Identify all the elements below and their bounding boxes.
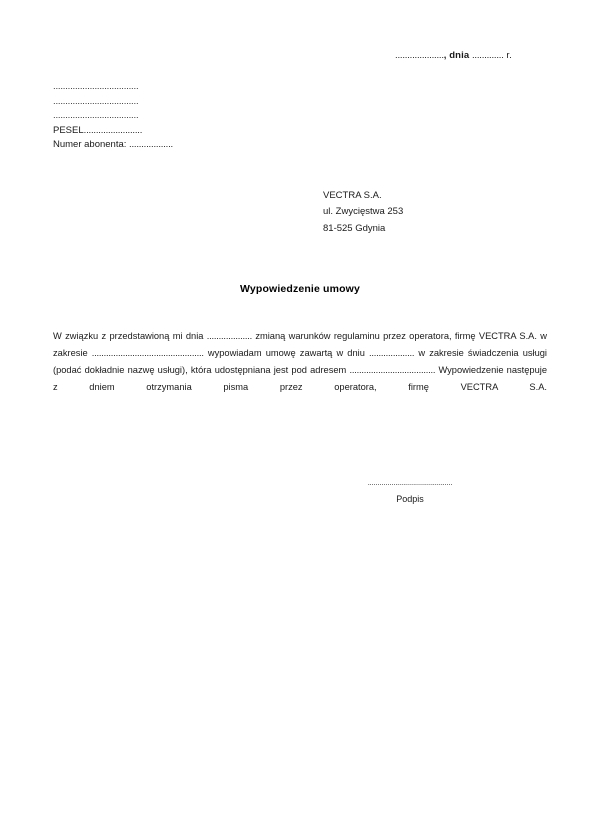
document-body (53, 328, 547, 413)
sender-blank-line-2: ................................... (53, 95, 139, 107)
body-paragraph (53, 328, 547, 413)
pesel-label: PESEL (53, 124, 84, 136)
body-segment-1: W związku z przedstawioną mi dnia (53, 331, 207, 341)
body-blank-2: ............................................... (91, 348, 204, 358)
body-blank-1: ................... (206, 331, 253, 341)
body-blank-3: ................... (368, 348, 415, 358)
body-segment-3: wypowiadam umowę zawartą w dniu (203, 348, 369, 358)
signature-line-dots: ........................................... (367, 478, 453, 487)
recipient-city: 81-525 Gdynia (323, 222, 386, 234)
signature-caption: Podpis (396, 494, 424, 504)
body-segment-5: Wypowiedzenie następuje z dniem otrzymania pisma przez operatora, firmę VECTRA S.A. (53, 365, 548, 392)
date-place-dots: .................... (395, 50, 444, 61)
pesel-dots: ........................ (83, 124, 143, 136)
subscriber-number-label: Numer abonenta: (53, 139, 130, 151)
date-value-dots: ............. (471, 50, 504, 61)
date-line (395, 50, 512, 61)
pesel-field (53, 124, 173, 139)
body-segment-2: zmianą warunków regulaminu przez operatora, firmę VECTRA S.A. w zakresie (53, 331, 547, 358)
recipient-street: ul. Zwycięstwa 253 (323, 206, 404, 218)
sender-blank-line-1: ................................... (53, 81, 139, 92)
recipient-address-block (323, 188, 403, 237)
body-blank-4: .................................... (349, 365, 436, 375)
date-label: , dnia (443, 50, 472, 61)
date-year-suffix: r. (503, 50, 512, 61)
body-segment-4: w zakresie świadczenia usługi (podać dokładnie nazwę usługi), która udostępniana jest pod adresem (53, 348, 547, 375)
sender-blank-line-3: ................................... (53, 110, 139, 122)
recipient-company-name: VECTRA S.A. (323, 190, 382, 201)
sender-address-block (53, 80, 173, 153)
subscriber-number-dots: .................. (129, 139, 173, 151)
document-title: Wypowiedzenie umowy (240, 283, 360, 295)
signature-block (358, 478, 462, 504)
subscriber-number-field (53, 138, 173, 153)
